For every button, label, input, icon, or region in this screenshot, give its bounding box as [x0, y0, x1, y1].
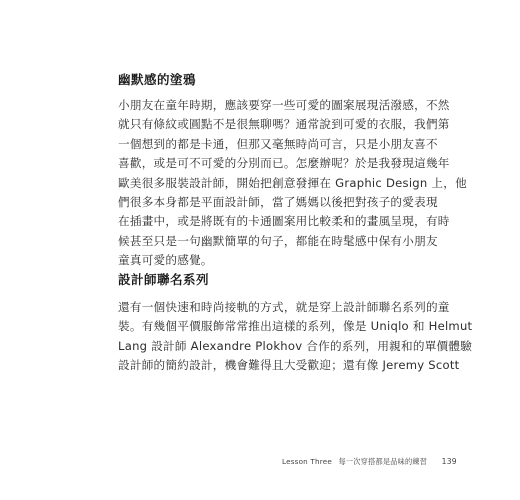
footer-lesson-label: Lesson Three	[282, 457, 333, 466]
section-heading-designer-collab: 設計師聯名系列	[118, 272, 210, 287]
body-line: 設計師的簡約設計，機會難得且大受歡迎；還有像 Jeremy Scott	[118, 358, 460, 373]
footer-chapter-title: 每一次穿搭都是品味的練習	[338, 457, 428, 466]
section-heading-doodles: 幽默感的塗鴉	[118, 72, 197, 87]
section-body-designer-collab	[118, 298, 473, 376]
body-line: 候甚至只是一句幽默簡單的句子，都能在時髦感中保有小朋友	[118, 233, 438, 248]
body-line: 裝。有幾個平價服飾常常推出這樣的系列，像是 Uniqlo 和 Helmut	[118, 319, 473, 334]
body-line: 小朋友在童年時期，應該要穿一些可愛的圖案展現活潑感，不然	[118, 98, 450, 112]
body-line: 就只有條紋或圓點不是很無聊嗎？通常說到可愛的衣服，我們第	[118, 117, 450, 132]
body-line: Lang 設計師 Alexandre Plokhov 合作的系列，用親和的單價體驗	[118, 338, 473, 353]
body-line: 童真可愛的感覺。	[118, 253, 213, 268]
page-footer	[282, 457, 457, 467]
body-line: 歐美很多服裝設計師，開始把創意發揮在 Graphic Design 上，他	[118, 175, 467, 190]
body-line: 一個想到的都是卡通，但那又毫無時尚可言，只是小朋友喜不	[118, 136, 438, 151]
body-line: 喜歡，或是可不可愛的分別而已。怎麼辦呢？於是我發現這幾年	[118, 156, 450, 171]
body-line: 在插畫中，或是將既有的卡通圖案用比較柔和的畫風呈現，有時	[118, 214, 450, 229]
body-line: 們很多本身都是平面設計師，當了媽媽以後把對孩子的愛表現	[118, 195, 438, 210]
page-number: 139	[441, 457, 457, 466]
body-line: 還有一個快速和時尚接軌的方式，就是穿上設計師聯名系列的童	[118, 300, 450, 314]
section-body-doodles	[118, 96, 467, 271]
